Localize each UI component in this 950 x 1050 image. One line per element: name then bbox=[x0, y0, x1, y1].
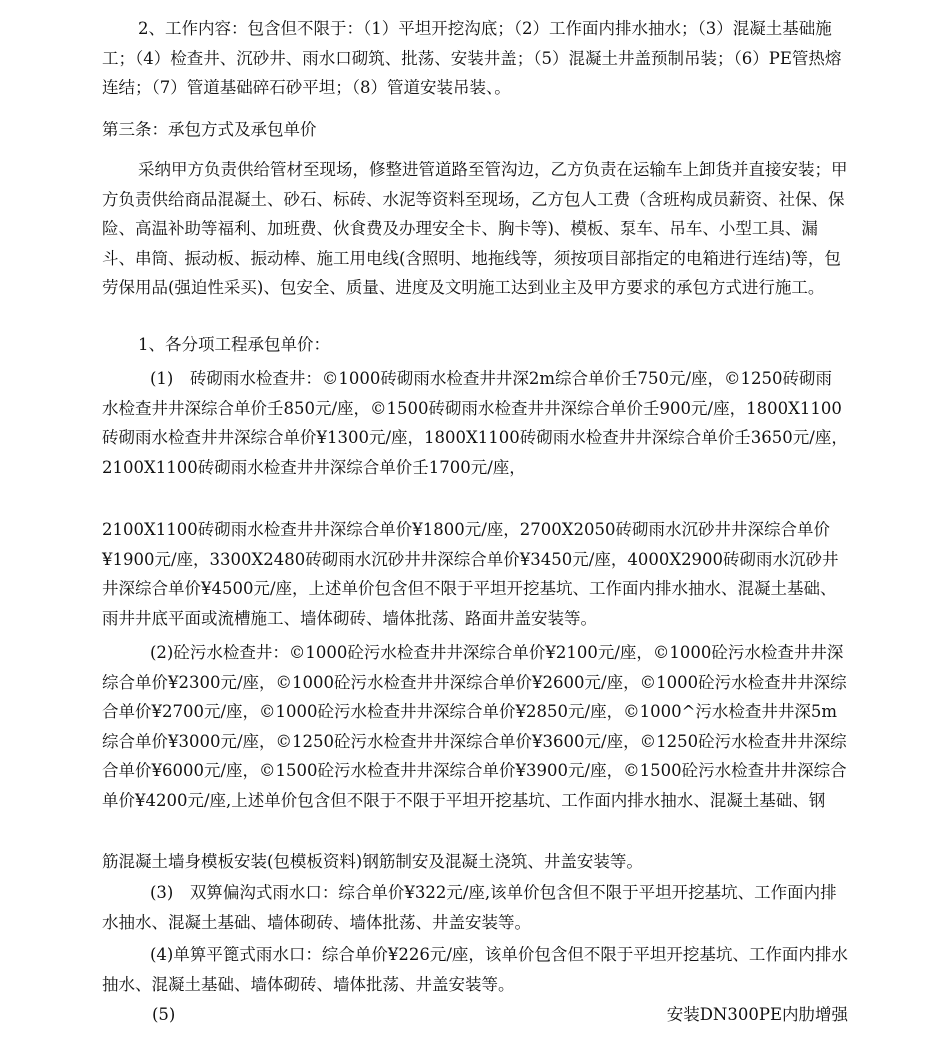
paragraph-contract-mode bbox=[102, 155, 848, 303]
paragraph-item-3 bbox=[102, 878, 848, 937]
text-item-2-cont: 筋混凝土墙身模板安装(包模板资料)钢筋制安及混凝土浇筑、井盖安装等。 bbox=[102, 852, 643, 871]
text-item-1-a: (1) 砖砌雨水检查井：©1000砖砌雨水检查井井深2m综合单价壬750元/座，©1250砖砌雨水检查井井深综合单价壬850元/座，©1500砖砌雨水检查井井深综合单价壬900元/座，1800X1100砖砌雨水检查井井深综合单价¥1300元/座，1800X1100砖砌雨水检查井井深综合单价壬3650元/座，2100X1100砖砌雨水检查井井深综合单价壬1700元/座， bbox=[102, 369, 848, 477]
text-work-content: 2、工作内容：包含但不限于：（1）平坦开挖沟底；（2）工作面内排水抽水；（3）混凝土基础施工；（4）检查井、沉砂井、雨水口砌筑、批荡、安装井盖；（5）混凝土井盖预制吊装；（6）PE管热熔连结；（7）管道基础碎石砂平坦；（8）管道安装吊装、。 bbox=[102, 19, 842, 97]
section-3-heading bbox=[102, 115, 317, 145]
paragraph-item-2 bbox=[102, 638, 848, 815]
paragraph-work-content bbox=[102, 14, 848, 103]
item-5-number: (5) bbox=[152, 1005, 176, 1024]
item-5-text: 安装DN300PE内肋增强 bbox=[666, 1005, 848, 1024]
text-item-2: (2)砼污水检查井：©1000砼污水检查井井深综合单价¥2100元/座，©1000砼污水检查井井深综合单价¥2300元/座，©1000砼污水检查井井深综合单价¥2600元/座，©1000砼污水检查井井深综合单价¥2700元/座，©1000砼污水检查井井深综合单价¥2850元/座，©1000^污水检查井井深5m综合单价¥3000元/座，©1250砼污水检查井井深综合单价¥3600元/座，©1250砼污水检查井井深综合单价¥6000元/座，©1500砼污水检查井井深综合单价¥3900元/座，©1500砼污水检查井井深综合单价¥4200元/座,上述单价包含但不限于不限于平坦开挖基坑、工作面内排水抽水、混凝土基础、钢 bbox=[102, 643, 847, 810]
paragraph-item-1-b bbox=[102, 515, 848, 633]
paragraph-item-4 bbox=[102, 940, 848, 999]
paragraph-item-2-cont bbox=[102, 847, 848, 877]
text-item-3: (3) 双箅偏沟式雨水口：综合单价¥322元/座,该单价包含但不限于平坦开挖基坑、工作面内排水抽水、混凝土基础、墙体砌砖、墙体批荡、井盖安装等。 bbox=[102, 883, 837, 932]
section-3-title: 第三条：承包方式及承包单价 bbox=[102, 120, 317, 139]
paragraph-unit-price-head bbox=[102, 330, 848, 360]
text-contract-mode: 采纳甲方负责供给管材至现场，修整进管道路至管沟边，乙方负责在运输车上卸货并直接安装；甲方负责供给商品混凝土、砂石、标砖、水泥等资料至现场，乙方包人工费（含班构成员薪资、社保、保险、高温补助等福利、加班费、伙食费及办理安全卡、胸卡等)、模板、泵车、吊车、小型工具、漏斗、串筒、振动板、振动棒、施工用电线(含照明、地拖线等，须按项目部指定的电箱进行连结)等，包劳保用品(强迫性采买)、包安全、质量、进度及文明施工达到业主及甲方要求的承包方式进行施工。 bbox=[102, 160, 848, 297]
text-item-1-b: 2100X1100砖砌雨水检查井井深综合单价¥1800元/座，2700X2050砖砌雨水沉砂井井深综合单价¥1900元/座，3300X2480砖砌雨水沉砂井井深综合单价¥3450元/座，4000X2900砖砌雨水沉砂井井深综合单价¥4500元/座，上述单价包含但不限于平坦开挖基坑、工作面内排水抽水、混凝土基础、雨井井底平面或流槽施工、墙体砌砖、墙体批荡、路面井盖安装等。 bbox=[102, 520, 839, 628]
paragraph-item-1-a bbox=[102, 364, 848, 482]
text-unit-price-head: 1、各分项工程承包单价： bbox=[138, 335, 330, 354]
text-item-4: (4)单箅平篦式雨水口：综合单价¥226元/座，该单价包含但不限于平坦开挖基坑、工作面内排水抽水、混凝土基础、墙体砌砖、墙体批荡、井盖安装等。 bbox=[102, 945, 848, 994]
